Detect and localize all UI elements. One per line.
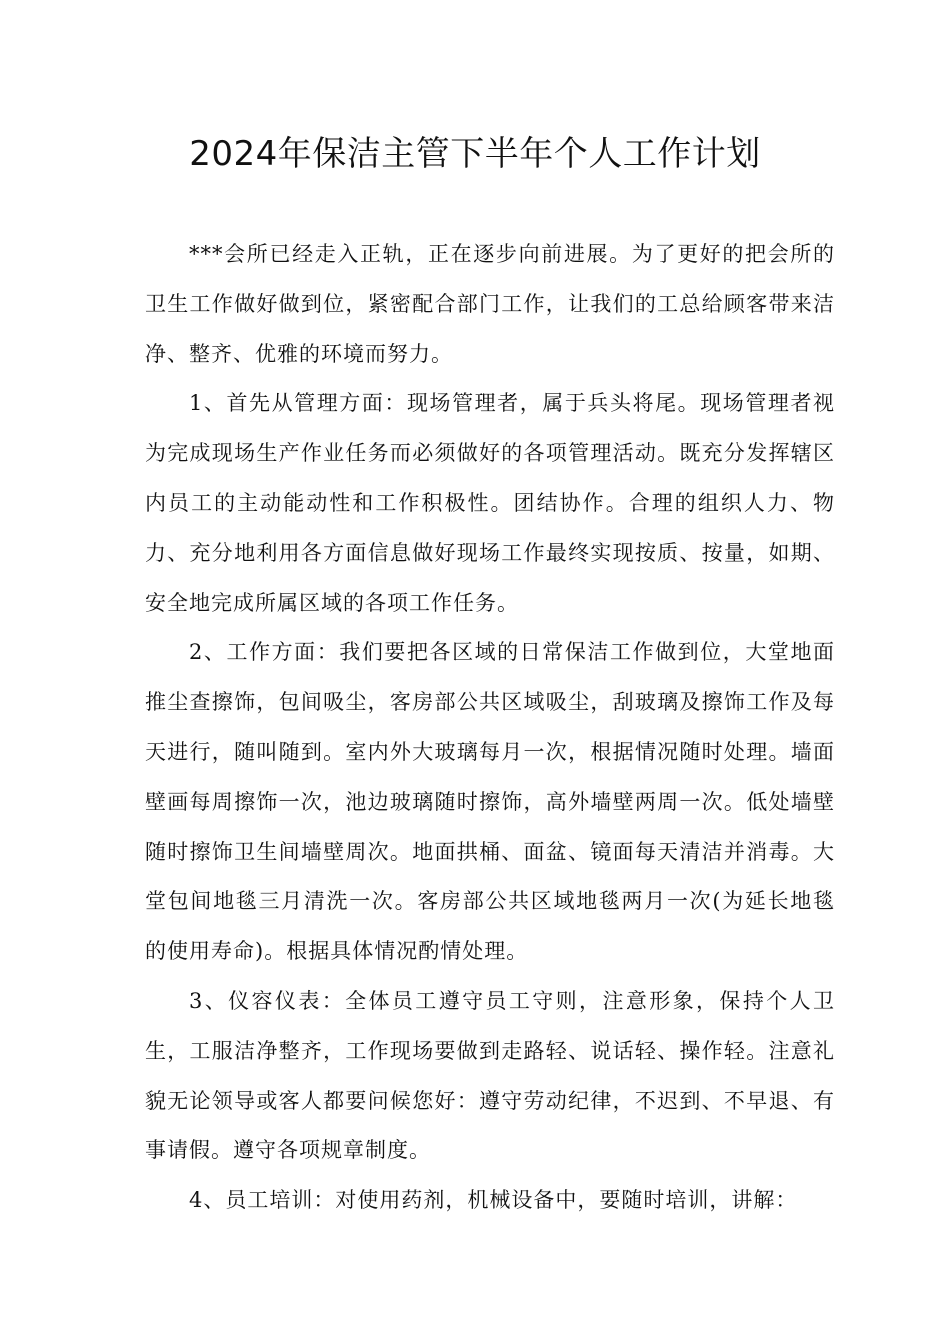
paragraph-management: 1、首先从管理方面：现场管理者，属于兵头将尾。现场管理者视为完成现场生产作业任务而必须做好的各项管理活动。既充分发挥辖区内员工的主动能动性和工作积极性。团结协作。合理的组织人力、物力、充分地利用各方面信息做好现场工作最终实现按质、按量，如期、安全地完成所属区域的各项工作任务。 bbox=[145, 391, 835, 615]
document-body bbox=[145, 230, 835, 1226]
document-title: 2024年保洁主管下半年个人工作计划 bbox=[189, 134, 761, 174]
paragraph-appearance: 3、仪容仪表：全体员工遵守员工守则，注意形象，保持个人卫生，工服洁净整齐，工作现场要做到走路轻、说话轻、操作轻。注意礼貌无论领导或客人都要问候您好：遵守劳动纪律，不迟到、不早退、有事请假。遵守各项规章制度。 bbox=[145, 988, 835, 1163]
paragraph-work: 2、工作方面：我们要把各区域的日常保洁工作做到位，大堂地面推尘查擦饰，包间吸尘，客房部公共区域吸尘，刮玻璃及擦饰工作及每天进行，随叫随到。室内外大玻璃每月一次，根据情况随时处理。墙面壁画每周擦饰一次，池边玻璃随时擦饰，高外墙壁两周一次。低处墙壁随时擦饰卫生间墙壁周次。地面拱桶、面盆、镜面每天清洁并消毒。大堂包间地毯三月清洗一次。客房部公共区域地毯两月一次(为延长地毯的使用寿命)。根据具体情况酌情处理。 bbox=[145, 640, 835, 964]
paragraph-training: 4、员工培训：对使用药剂，机械设备中，要随时培训，讲解： bbox=[189, 1188, 798, 1213]
paragraph-intro: ***会所已经走入正轨，正在逐步向前进展。为了更好的把会所的卫生工作做好做到位，紧密配合部门工作，让我们的工总给顾客带来洁净、整齐、优雅的环境而努力。 bbox=[145, 242, 835, 366]
